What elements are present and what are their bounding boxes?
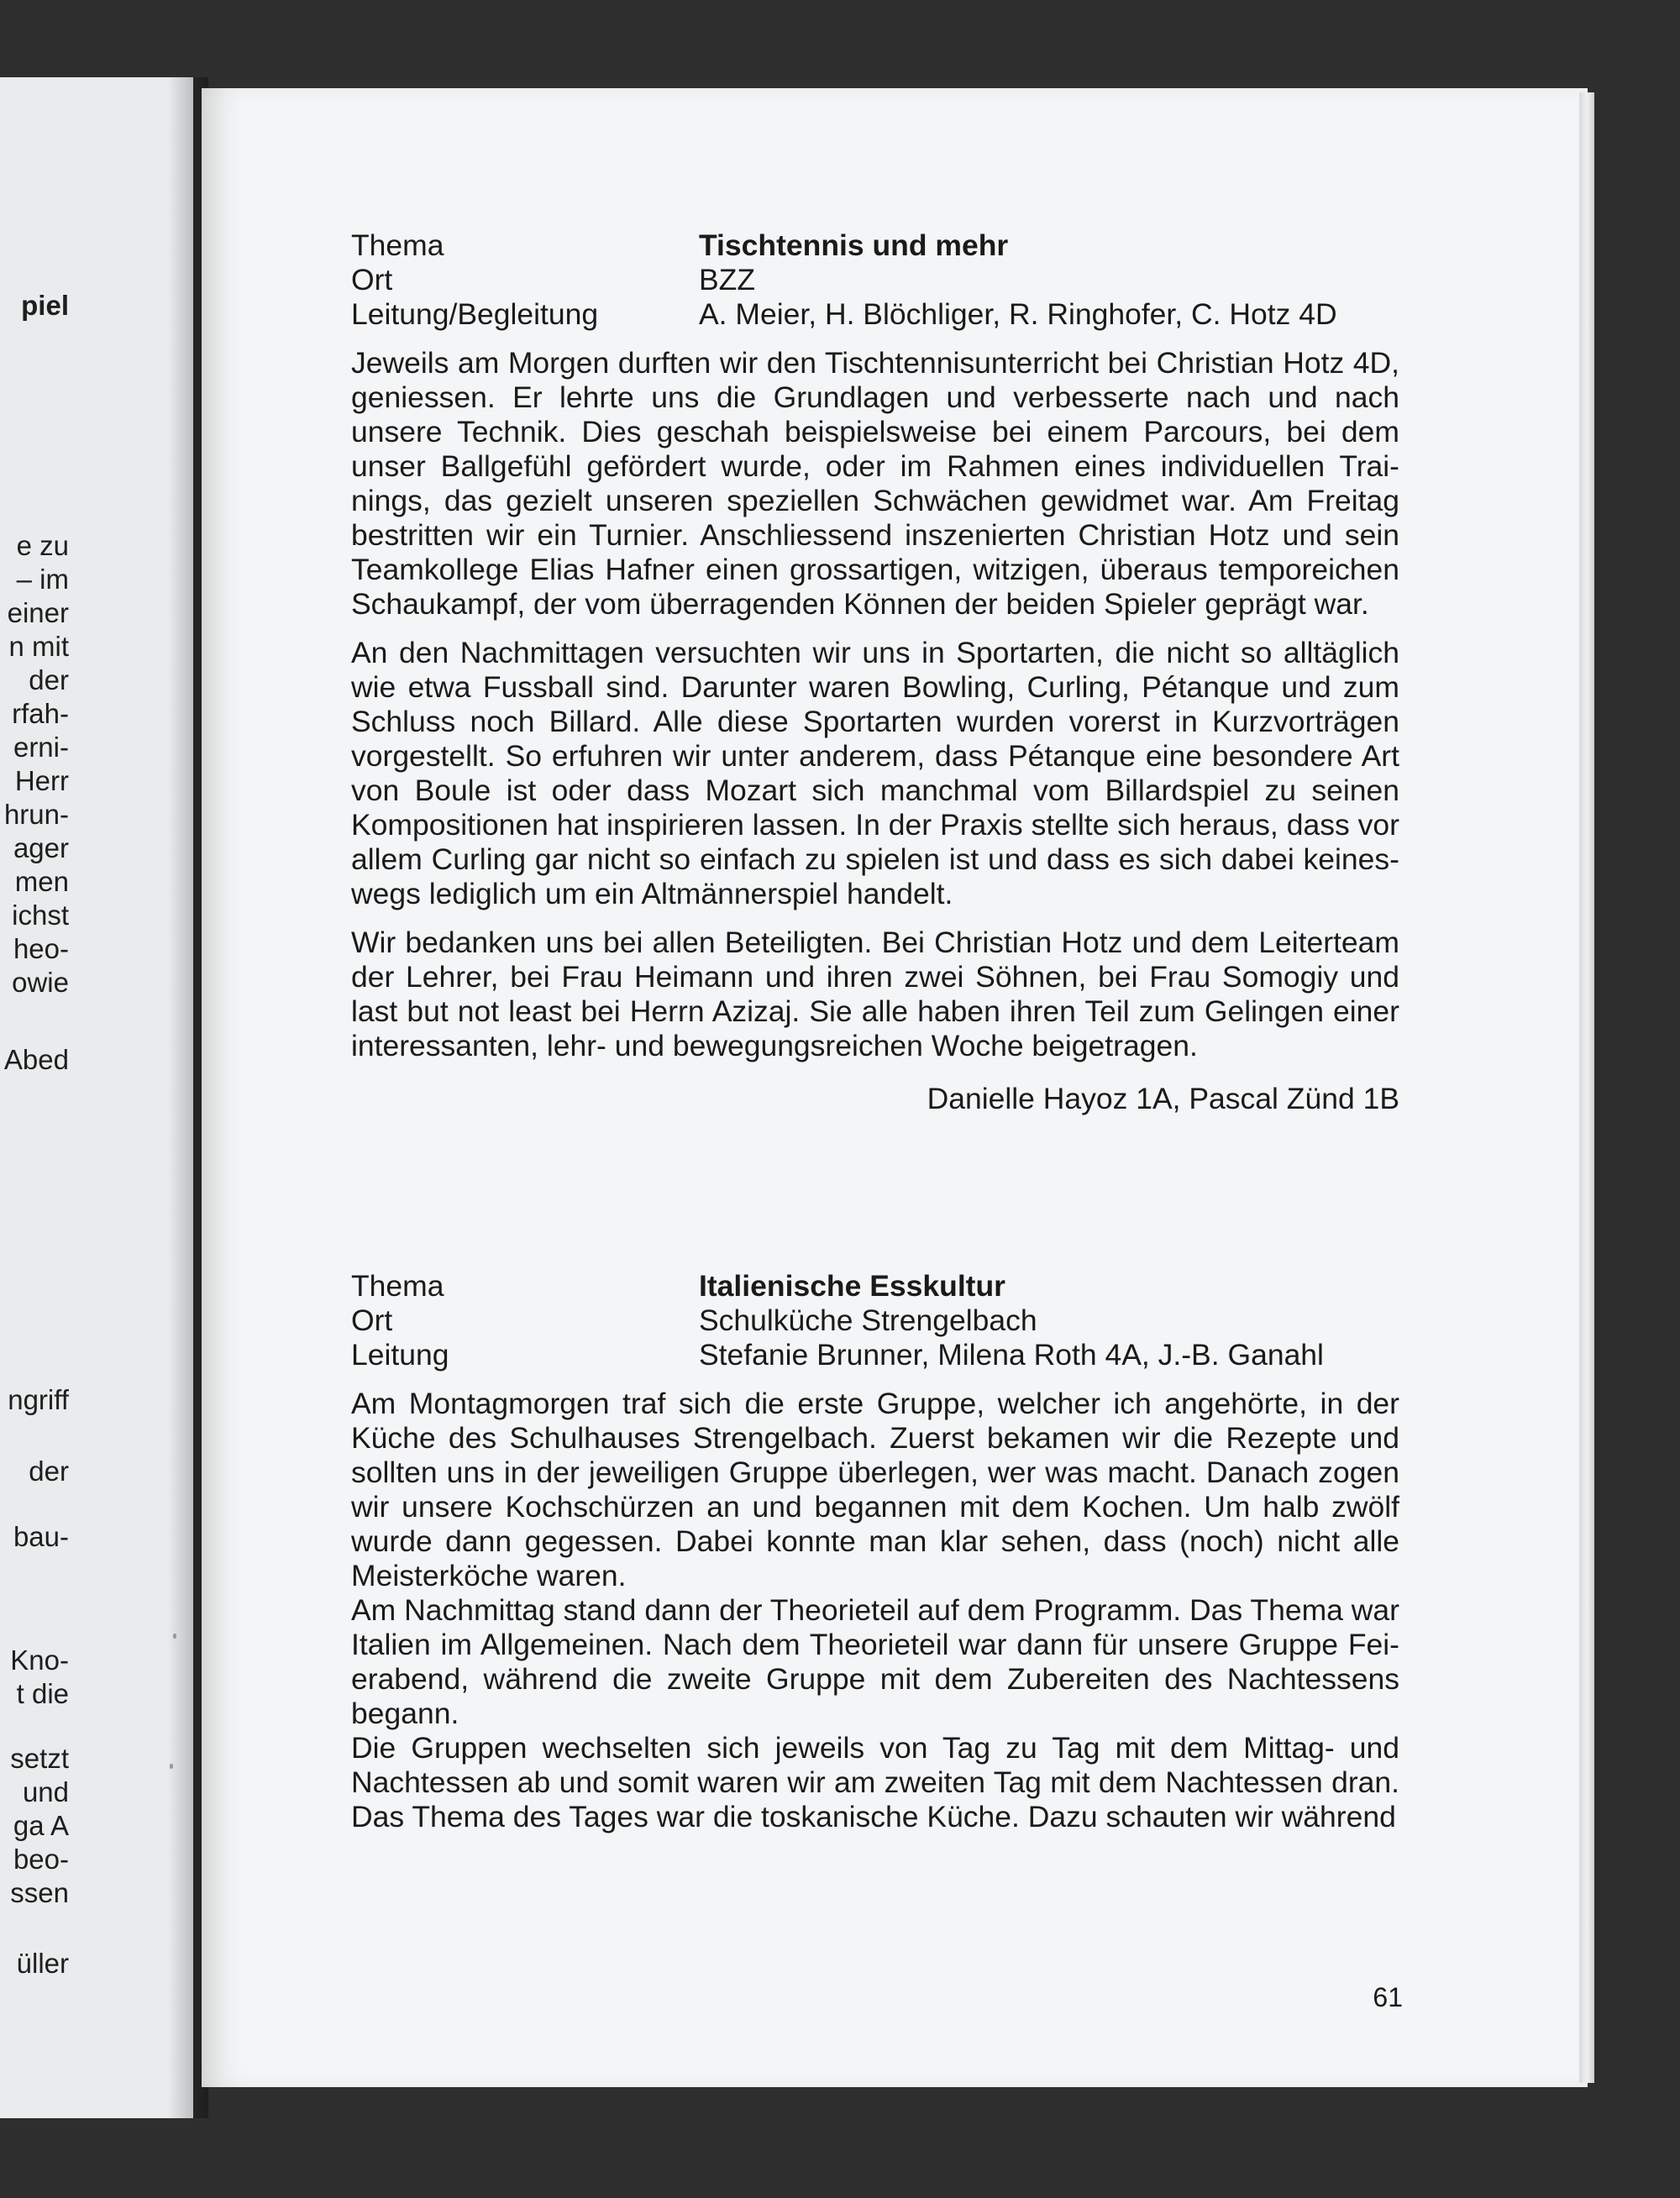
- leader-value: A. Meier, H. Blöchliger, R. Ringhofer, C. Hotz 4D: [699, 297, 1337, 331]
- left-fragment: ga A: [13, 1810, 69, 1841]
- label-place: Ort: [351, 1304, 393, 1337]
- leader-value: Stefanie Brunner, Milena Roth 4A, J.-B. Ganahl: [699, 1338, 1324, 1372]
- label-leader: Leitung/Begleitung: [351, 297, 599, 331]
- left-fragment: – im: [16, 564, 69, 595]
- left-fragment: t die: [16, 1678, 69, 1709]
- left-fragment: der: [29, 664, 69, 695]
- paragraph: Jeweils am Morgen durften wir den Tischtennisunterricht bei Christian Hotz 4D, geniessen. Er lehrte uns die Grundlagen und verbesserte nach und nach unsere Technik. Dies geschah beispielsweise bei einem Parcours, bei dem unser Ballgefühl gefördert wurde, oder im Rahmen eines individuellen Trainings, das gezielt unseren speziellen Schwächen gewidmet war. Am Freitag bestritten wir ein Turnier. Anschliessend inszenierten Christian Hotz und sein Teamkollege Elias Hafner einen grossartigen, witzigen, überaus temporeichen Schaukampf, der vom überragenden Können der beiden Spieler geprägt war.: [351, 346, 1399, 621]
- dust-speck: [170, 1764, 173, 1769]
- paragraph: Am Nachmittag stand dann der Theorieteil auf dem Programm. Das Thema war Italien im Allgemeinen. Nach dem Theorieteil war dann für unsere Gruppe Feierabend, während die zweite Gruppe mit dem Zubereiten des Nachtessens begann.: [351, 1593, 1399, 1730]
- label-topic: Thema: [351, 1269, 444, 1303]
- place-value: BZZ: [699, 263, 756, 296]
- section-title: Tischtennis und mehr: [699, 228, 1009, 262]
- left-fragment: Kno-: [10, 1645, 69, 1676]
- left-fragment: einer: [7, 597, 69, 628]
- left-fragment: hrun-: [3, 799, 69, 830]
- label-leader: Leitung: [351, 1338, 449, 1372]
- left-fragment: Herr: [14, 765, 69, 796]
- left-fragment: e zu: [16, 530, 69, 561]
- left-fragment: men: [14, 866, 69, 897]
- section-tischtennis: [351, 228, 1399, 1116]
- left-fragment: erni-: [13, 732, 69, 763]
- left-fragment: der: [29, 1456, 69, 1487]
- left-fragment: beo-: [13, 1844, 69, 1875]
- article-content: [351, 228, 1399, 1834]
- left-fragment: ager: [13, 832, 69, 863]
- left-fragment: ichst: [12, 900, 69, 931]
- left-facing-page: [0, 77, 193, 2118]
- dust-speck: [173, 1634, 176, 1639]
- left-fragment: rfah-: [12, 698, 69, 729]
- left-fragment: setzt: [10, 1743, 69, 1774]
- left-fragment: owie: [12, 967, 69, 998]
- left-fragment: Abed: [3, 1044, 69, 1075]
- label-topic: Thema: [351, 228, 444, 262]
- left-fragment: n mit: [8, 631, 69, 662]
- paragraph: An den Nachmittagen versuchten wir uns in Sportarten, die nicht so alltäglich wie etwa Fussball sind. Darunter waren Bowling, Curling, Pétanque und zum Schluss noch Billard. Alle diese Sportarten wurden vorerst in Kurzvorträgen vorgestellt. So erfuhren wir unter anderem, dass Pétanque eine besondere Art von Boule ist oder dass Mozart sich manchmal vom Billardspiel zu seinen Kompositionen hat inspirieren lassen. In der Praxis stellte sich heraus, dass vor allem Curling gar nicht so einfach zu spielen ist und dass es sich dabei keineswegs lediglich um ein Altmännerspiel handelt.: [351, 636, 1399, 910]
- left-fragment: und: [22, 1776, 69, 1807]
- left-fragment: bau-: [13, 1521, 69, 1552]
- left-fragment: heo-: [13, 933, 69, 964]
- paragraph: Wir bedanken uns bei allen Beteiligten. Bei Christian Hotz und dem Leiterteam der Lehrer, bei Frau Heimann und ihren zwei Söhnen, bei Frau Somogiy und last but not least bei Herrn Azizaj. Sie alle haben ihren Teil zum Gelingen einer interessanten, lehr- und bewegungsreichen Woche beigetragen.: [351, 926, 1399, 1062]
- left-fragment: ssen: [10, 1877, 69, 1908]
- label-place: Ort: [351, 263, 393, 296]
- left-fragment: ngriff: [8, 1384, 69, 1415]
- paragraph: Am Montagmorgen traf sich die erste Gruppe, welcher ich angehörte, in der Küche des Schulhauses Strengelbach. Zuerst bekamen wir die Rezepte und sollten uns in der jeweiligen Gruppe überlegen, wer was macht. Danach zogen wir unsere Kochschürzen an und begannen mit dem Kochen. Um halb zwölf wurde dann gegessen. Dabei konnte man klar sehen, dass (noch) nicht alle Meisterköche waren.: [351, 1387, 1399, 1592]
- paragraph: Die Gruppen wechselten sich jeweils von Tag zu Tag mit dem Mittag- und Nachtessen ab und somit waren wir am zweiten Tag mit dem Nachtessen dran. Das Thema des Tages war die toskanische Küche. Dazu schauten wir während: [351, 1731, 1399, 1833]
- section-esskultur: [351, 1269, 1399, 1834]
- left-fragment: piel: [21, 290, 69, 321]
- left-fragment: üller: [16, 1948, 69, 1979]
- section-meta: [351, 1269, 1399, 1372]
- author-signature: Danielle Hayoz 1A, Pascal Zünd 1B: [927, 1082, 1399, 1115]
- place-value: Schulküche Strengelbach: [699, 1304, 1037, 1337]
- section-meta: [351, 228, 1399, 332]
- section-title: Italienische Esskultur: [699, 1269, 1006, 1303]
- page-edge: [1579, 92, 1594, 2083]
- page-number: 61: [1373, 1982, 1403, 2012]
